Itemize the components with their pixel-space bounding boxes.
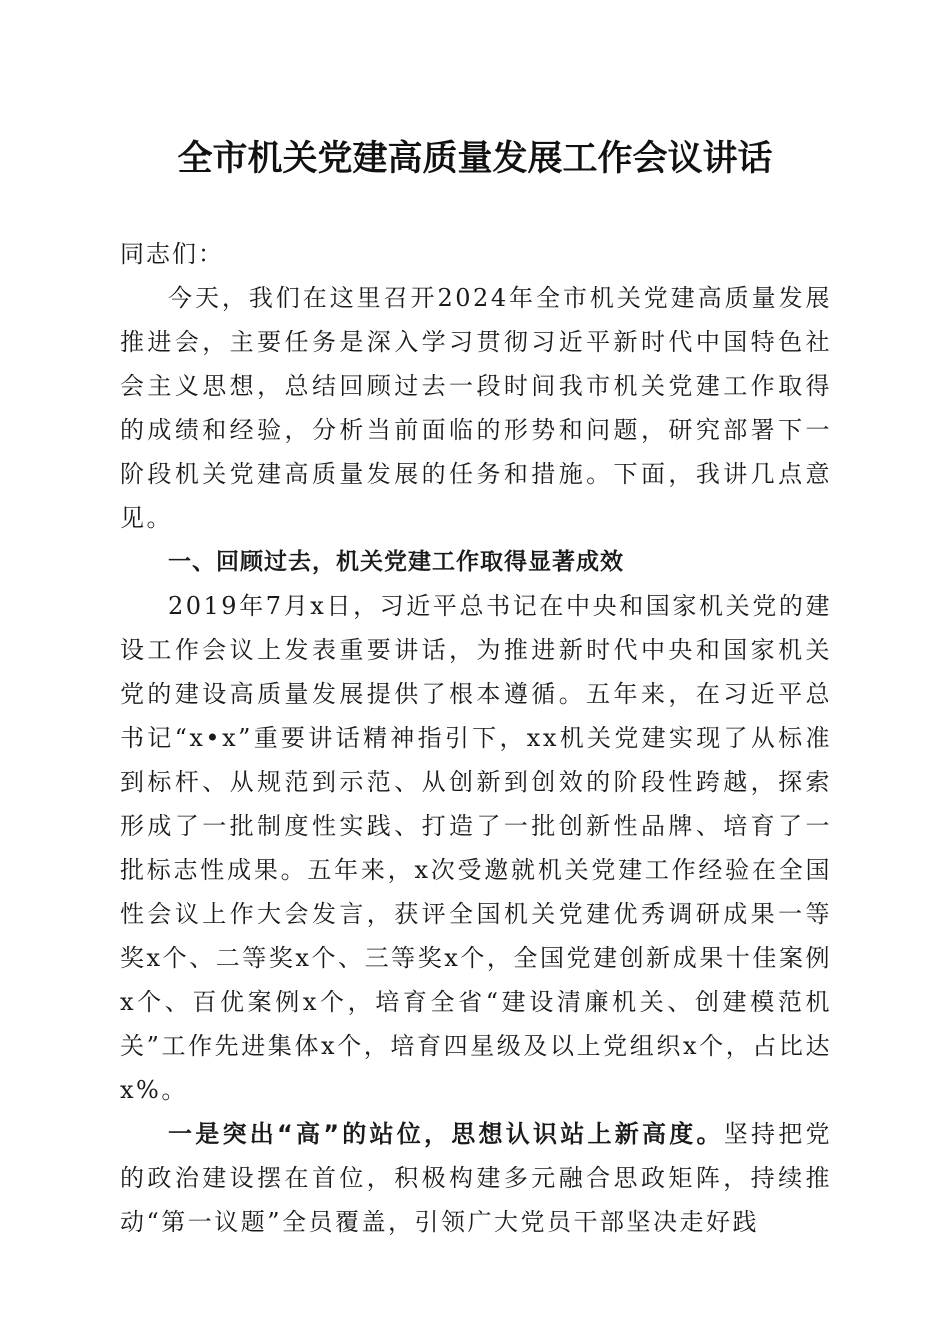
- point-1-lead: 一是突出“高”的站位，思想认识站上新高度。: [168, 1120, 724, 1148]
- point-1-paragraph: [120, 1112, 832, 1244]
- intro-paragraph: 今天，我们在这里召开2024年全市机关党建高质量发展推进会，主要任务是深入学习贯彻习近平新时代中国特色社会主义思想，总结回顾过去一段时间我市机关党建工作取得的成绩和经验，分析当前面临的形势和问题，研究部署下一阶段机关党建高质量发展的任务和措施。下面，我讲几点意见。: [120, 284, 832, 532]
- point-1-body: 坚持把党的政治建设摆在首位，积极构建多元融合思政矩阵，持续推动“第一议题”全员覆盖，引领广大党员干部坚决走好践: [120, 1120, 833, 1236]
- document-body: [120, 232, 832, 1244]
- page-title: 全市机关党建高质量发展工作会议讲话: [177, 138, 773, 179]
- salutation: 同志们：: [120, 240, 224, 268]
- section-1-paragraph: 2019年7月x日，习近平总书记在中央和国家机关党的建设工作会议上发表重要讲话，为推进新时代中央和国家机关党的建设高质量发展提供了根本遵循。五年来，在习近平总书记“x•x”重要讲话精神指引下，xx机关党建实现了从标准到标杆、从规范到示范、从创新到创效的阶段性跨越，探索形成了一批制度性实践、打造了一批创新性品牌、培育了一批标志性成果。五年来，x次受邀就机关党建工作经验在全国性会议上作大会发言，获评全国机关党建优秀调研成果一等奖x个、二等奖x个、三等奖x个，全国党建创新成果十佳案例x个、百优案例x个，培育全省“建设清廉机关、创建模范机关”工作先进集体x个，培育四星级及以上党组织x个，占比达x%。: [120, 592, 832, 1104]
- section-heading-1: 一、回顾过去，机关党建工作取得显著成效: [168, 549, 624, 575]
